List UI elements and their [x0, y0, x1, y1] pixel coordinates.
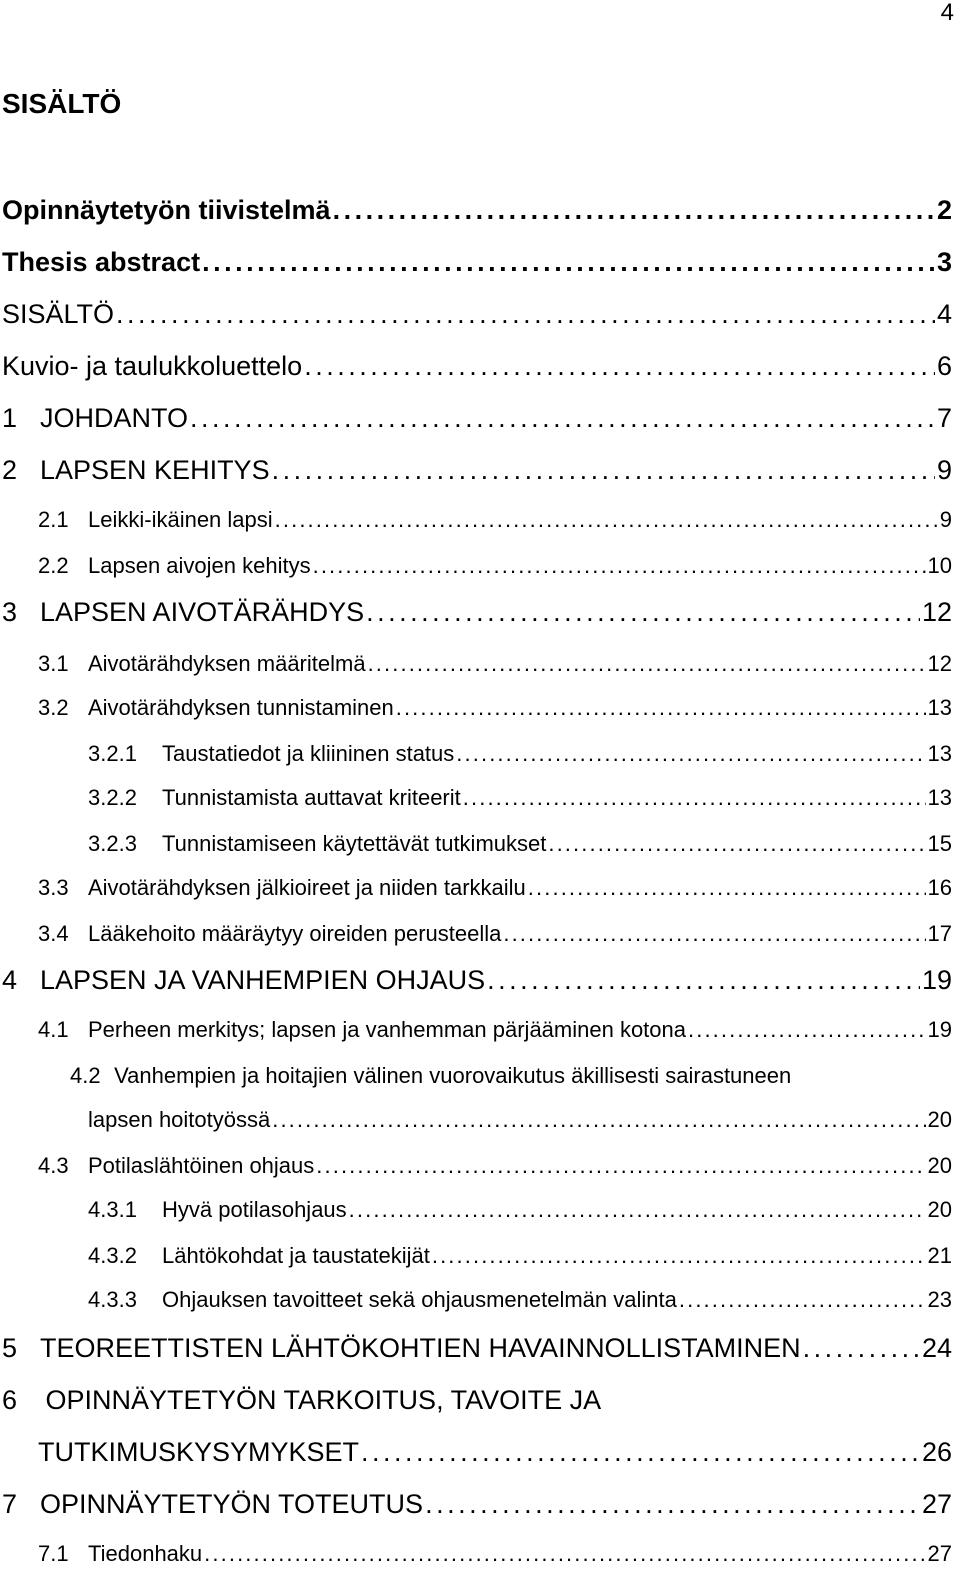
toc-entry-title: Taustatiedot ja kliininen status — [162, 741, 455, 766]
toc-entry-page: 13 — [927, 785, 952, 810]
toc-entry-page: 12 — [927, 651, 952, 676]
toc-entry-title: Lääkehoito määräytyy oireiden perusteella — [88, 921, 502, 946]
toc-entry-section-2-2[interactable] — [38, 552, 952, 580]
dot-leader — [366, 596, 920, 628]
toc-entry-number: 4.3.3 — [88, 1287, 137, 1312]
dot-leader — [456, 740, 925, 768]
toc-entry-subsection-4-3-1[interactable] — [88, 1196, 952, 1224]
dot-leader — [528, 874, 926, 902]
toc-entry-page: 13 — [927, 695, 952, 720]
toc-entry-section-4-2-first-line[interactable] — [70, 1062, 791, 1090]
toc-entry-page: 19 — [921, 965, 952, 995]
toc-entry-subsection-4-3-3[interactable] — [88, 1286, 952, 1314]
toc-entry-number: 7 — [2, 1489, 18, 1519]
toc-entry-page: 3 — [936, 247, 952, 277]
toc-entry-number: 4.2 — [70, 1063, 101, 1088]
toc-entry-section-4-1[interactable] — [38, 1016, 952, 1044]
toc-entry-page: 20 — [927, 1153, 952, 1178]
toc-entry-page: 4 — [936, 299, 952, 329]
toc-entry-number: 3.2.1 — [88, 741, 137, 766]
toc-entry-page: 9 — [939, 507, 952, 532]
toc-entry-title: Aivotärähdyksen tunnistaminen — [88, 695, 394, 720]
toc-entry-chapter-6-first-line[interactable] — [2, 1384, 601, 1416]
toc-entry-number: 2.2 — [38, 553, 69, 578]
toc-entry-abstract[interactable] — [2, 246, 952, 278]
toc-entry-page: 19 — [927, 1017, 952, 1042]
dot-leader — [432, 1242, 926, 1270]
toc-entry-chapter-1[interactable] — [2, 402, 952, 434]
toc-entry-section-4-2[interactable] — [88, 1106, 952, 1134]
toc-entry-section-3-2[interactable] — [38, 694, 952, 722]
toc-entry-number: 4.3.1 — [88, 1197, 137, 1222]
toc-entry-title: Tiedonhaku — [88, 1541, 203, 1566]
toc-entry-sisalto[interactable] — [2, 298, 952, 330]
toc-entry-page: 2 — [936, 195, 952, 225]
dot-leader — [333, 194, 935, 226]
toc-entry-number: 4.3 — [38, 1153, 69, 1178]
toc-entry-section-3-4[interactable] — [38, 920, 952, 948]
dot-leader — [190, 402, 935, 434]
toc-entry-page: 12 — [921, 597, 952, 627]
toc-entry-number: 4.1 — [38, 1017, 69, 1042]
dot-leader — [272, 454, 935, 486]
dot-leader — [313, 552, 926, 580]
toc-entry-number: 3.2 — [38, 695, 69, 720]
toc-entry-tiivistelma[interactable] — [2, 194, 952, 226]
toc-entry-title: SISÄLTÖ — [2, 299, 115, 329]
toc-entry-number: 4.3.2 — [88, 1243, 137, 1268]
toc-entry-kuvioluettelo[interactable] — [2, 350, 952, 382]
toc-entry-page: 17 — [927, 921, 952, 946]
toc-entry-number: 3 — [2, 597, 18, 627]
dot-leader — [503, 920, 925, 948]
toc-entry-title: JOHDANTO — [40, 403, 189, 433]
dot-leader — [275, 506, 938, 534]
toc-entry-title: Hyvä potilasohjaus — [162, 1197, 347, 1222]
toc-entry-chapter-7[interactable] — [2, 1488, 952, 1520]
toc-entry-subsection-4-3-2[interactable] — [88, 1242, 952, 1270]
toc-entry-number: 1 — [2, 403, 18, 433]
toc-entry-section-4-3[interactable] — [38, 1152, 952, 1180]
toc-entry-number: 3.2.3 — [88, 831, 137, 856]
toc-entry-page: 13 — [927, 741, 952, 766]
toc-entry-title: Tunnistamiseen käytettävät tutkimukset — [162, 831, 547, 856]
toc-entry-chapter-2[interactable] — [2, 454, 952, 486]
toc-entry-title: Perheen merkitys; lapsen ja vanhemman pärjääminen kotona — [88, 1017, 686, 1042]
toc-entry-title: TUTKIMUSKYSYMYKSET — [38, 1437, 360, 1467]
toc-entry-chapter-3[interactable] — [2, 596, 952, 628]
toc-entry-number: 3.1 — [38, 651, 69, 676]
toc-entry-title: Opinnäytetyön tiivistelmä — [2, 195, 331, 225]
toc-entry-page: 27 — [921, 1489, 952, 1519]
toc-entry-title: Ohjauksen tavoitteet sekä ohjausmenetelmän valinta — [162, 1287, 677, 1312]
toc-entry-title: Tunnistamista auttavat kriteerit — [162, 785, 461, 810]
toc-entry-page: 27 — [927, 1541, 952, 1566]
dot-leader — [425, 1488, 920, 1520]
dot-leader — [204, 1540, 925, 1568]
dot-leader — [272, 1106, 925, 1134]
toc-entry-title: LAPSEN AIVOTÄRÄHDYS — [40, 597, 365, 627]
toc-entry-title: Leikki-ikäinen lapsi — [88, 507, 273, 532]
toc-entry-section-3-3[interactable] — [38, 874, 952, 902]
toc-entry-title: Aivotärähdyksen jälkioireet ja niiden tarkkailu — [88, 875, 526, 900]
toc-entry-section-3-1[interactable] — [38, 650, 952, 678]
toc-entry-title: Kuvio- ja taulukkoluettelo — [2, 351, 303, 381]
toc-entry-number: 2.1 — [38, 507, 69, 532]
page-number: 4 — [940, 0, 954, 26]
toc-entry-page: 20 — [927, 1107, 952, 1132]
toc-entry-page: 20 — [927, 1197, 952, 1222]
toc-entry-number: 3.2.2 — [88, 785, 137, 810]
toc-entry-title: LAPSEN KEHITYS — [40, 455, 270, 485]
dot-leader — [116, 298, 935, 330]
toc-entry-title: TEOREETTISTEN LÄHTÖKOHTIEN HAVAINNOLLISTAMINEN — [40, 1333, 801, 1363]
toc-entry-chapter-4[interactable] — [2, 964, 952, 996]
toc-entry-page: 6 — [936, 351, 952, 381]
toc-entry-title: OPINNÄYTETYÖN TOTEUTUS — [40, 1489, 424, 1519]
toc-entry-page: 26 — [921, 1437, 952, 1467]
toc-entry-page: 7 — [936, 403, 952, 433]
dot-leader — [361, 1436, 920, 1468]
toc-entry-chapter-6[interactable] — [38, 1436, 952, 1468]
toc-entry-subsection-3-2-2[interactable] — [88, 784, 952, 812]
dot-leader — [396, 694, 926, 722]
toc-entry-title: Lapsen aivojen kehitys — [88, 553, 311, 578]
toc-entry-title: Aivotärähdyksen määritelmä — [88, 651, 366, 676]
dot-leader — [304, 350, 935, 382]
toc-entry-number: 3.4 — [38, 921, 69, 946]
dot-leader — [368, 650, 926, 678]
toc-entry-title-line1: Vanhempien ja hoitajien välinen vuorovaikutus äkillisesti sairastuneen — [114, 1063, 792, 1088]
toc-entry-number: 6 — [2, 1385, 18, 1415]
dot-leader — [487, 964, 920, 996]
dot-leader — [803, 1332, 920, 1364]
toc-entry-page: 23 — [927, 1287, 952, 1312]
toc-entry-page: 15 — [927, 831, 952, 856]
toc-entry-page: 9 — [936, 455, 952, 485]
dot-leader — [688, 1016, 926, 1044]
dot-leader — [463, 784, 926, 812]
toc-entry-title: Potilaslähtöinen ohjaus — [88, 1153, 315, 1178]
toc-entry-page: 10 — [927, 553, 952, 578]
dot-leader — [679, 1286, 926, 1314]
dot-leader — [349, 1196, 926, 1224]
toc-entry-page: 24 — [921, 1333, 952, 1363]
toc-entry-number: 7.1 — [38, 1541, 69, 1566]
toc-entry-title: Lähtökohdat ja taustatekijät — [162, 1243, 430, 1268]
dot-leader — [202, 246, 935, 278]
toc-entry-page: 21 — [927, 1243, 952, 1268]
toc-entry-number: 4 — [2, 965, 18, 995]
toc-entry-subsection-3-2-3[interactable] — [88, 830, 952, 858]
toc-heading: SISÄLTÖ — [2, 88, 122, 119]
toc-entry-number: 2 — [2, 455, 18, 485]
toc-entry-section-2-1[interactable] — [38, 506, 952, 534]
toc-entry-title-line1: OPINNÄYTETYÖN TARKOITUS, TAVOITE JA — [45, 1385, 602, 1415]
toc-entry-chapter-5[interactable] — [2, 1332, 952, 1364]
dot-leader — [316, 1152, 925, 1180]
toc-entry-title: lapsen hoitotyössä — [88, 1107, 271, 1132]
toc-entry-page: 16 — [927, 875, 952, 900]
toc-entry-number: 3.3 — [38, 875, 69, 900]
dot-leader — [548, 830, 925, 858]
toc-entry-section-7-1[interactable] — [38, 1540, 952, 1568]
toc-entry-title: LAPSEN JA VANHEMPIEN OHJAUS — [40, 965, 486, 995]
toc-entry-subsection-3-2-1[interactable] — [88, 740, 952, 768]
toc-entry-number: 5 — [2, 1333, 18, 1363]
toc-entry-title: Thesis abstract — [2, 247, 201, 277]
